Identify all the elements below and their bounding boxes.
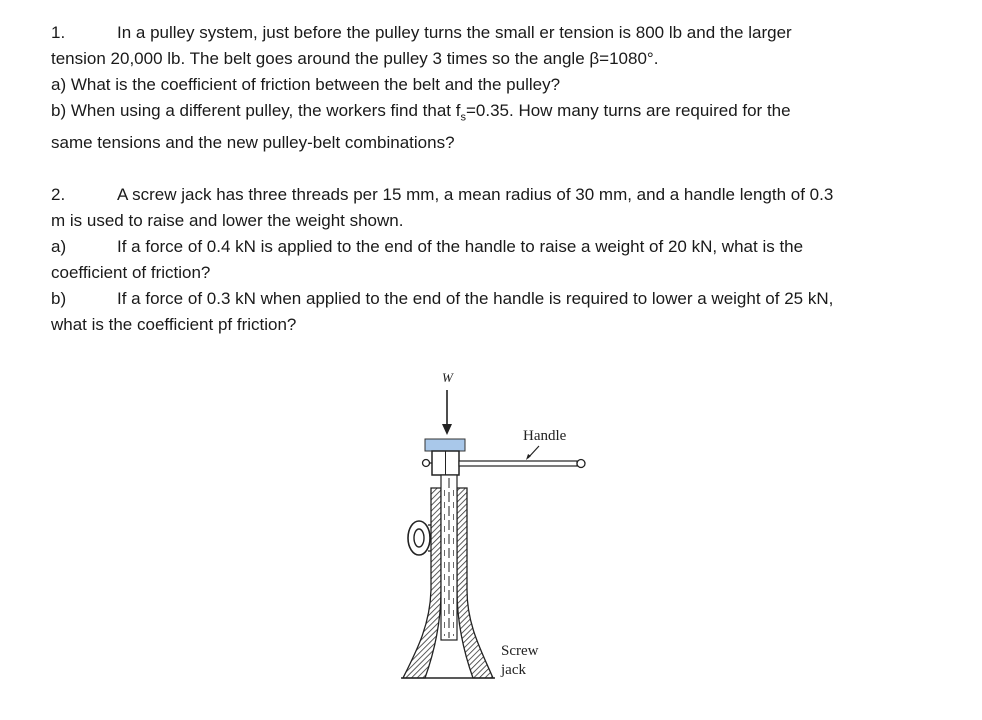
problem-2-part-a-label: a) — [51, 237, 67, 257]
load-cap — [425, 439, 465, 451]
problem-1-part-b-pre: b) When using a different pulley, the workers find that f — [51, 101, 461, 120]
problem-1-text: In a pulley system, just before the pulley turns the small er tension is 800 lb and the larger — [117, 23, 792, 42]
problem-1-number: 1. — [51, 23, 66, 42]
handle-end-knob — [577, 460, 585, 468]
problem-2-part-b — [51, 286, 951, 312]
document-body — [51, 20, 951, 338]
problem-2-part-b-label: b) — [51, 289, 67, 309]
jack-label: jack — [501, 662, 526, 678]
problem-1-part-a: a) What is the coefficient of friction between the belt and the pulley? — [51, 75, 561, 94]
problem-2-part-a-text: If a force of 0.4 kN is applied to the end of the handle to raise a weight of 20 kN, what is the — [117, 237, 804, 257]
handle-bar — [459, 461, 577, 466]
problem-2-part-b-cont: what is the coefficient pf friction? — [51, 315, 297, 335]
screw-label: Screw — [501, 643, 539, 659]
problem-1-part-b — [51, 98, 951, 130]
problem-1-part-b-post: =0.35. How many turns are required for the — [465, 101, 791, 120]
problem-1-line-2: tension 20,000 lb. The belt goes around the pulley 3 times so the angle β=1080°. — [51, 49, 659, 68]
head-side-knob — [423, 460, 430, 467]
handle-label: Handle — [523, 428, 567, 444]
weight-label: W — [442, 370, 453, 385]
problem-1-line-1 — [51, 20, 951, 46]
problem-2-text: A screw jack has three threads per 15 mm, a mean radius of 30 mm, and a handle length of 0.3 — [117, 185, 834, 205]
problem-2-number: 2. — [51, 185, 66, 205]
problem-2-part-a — [51, 234, 951, 260]
base-right-wall — [457, 488, 493, 678]
side-lug-hole — [414, 529, 424, 547]
screw-jack-figure — [395, 360, 615, 690]
problem-2-part-b-text: If a force of 0.3 kN when applied to the end of the handle is required to lower a weight of 25 kN, — [117, 289, 834, 309]
weight-arrow-head — [442, 424, 452, 435]
problem-2-line-1 — [51, 182, 951, 208]
subscript-s: s — [460, 111, 466, 124]
problem-2-part-a-cont: coefficient of friction? — [51, 263, 211, 283]
base-left-wall — [403, 488, 441, 678]
screw-jack-drawing — [395, 360, 615, 690]
problem-2-line-2: m is used to raise and lower the weight shown. — [51, 211, 404, 231]
problem-1-part-b-cont: same tensions and the new pulley-belt combinations? — [51, 133, 455, 153]
